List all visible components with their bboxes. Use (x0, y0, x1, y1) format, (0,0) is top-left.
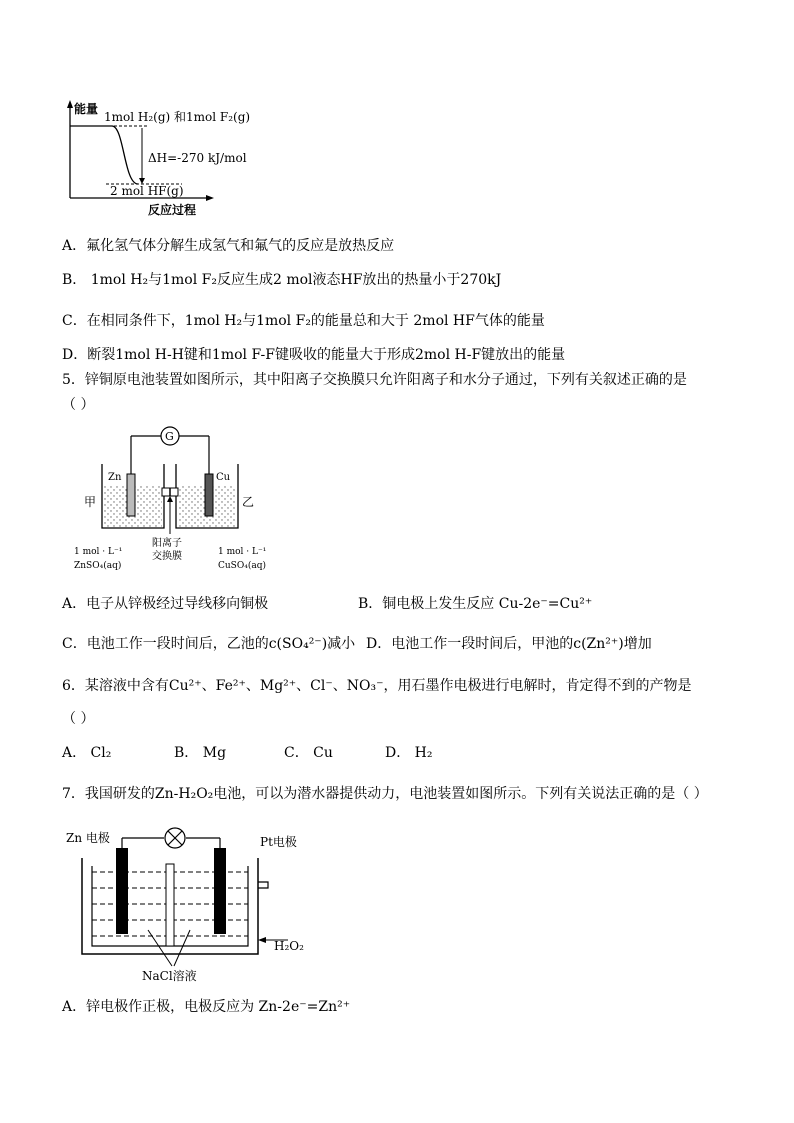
q4-option-b: B． 1mol H₂与1mol F₂反应生成2 mol液态HF放出的热量小于270kJ (62, 272, 502, 288)
q4-option-c: C．在相同条件下，1mol H₂与1mol F₂的能量总和大于 2mol HF气体的能量 (62, 313, 545, 329)
pt-electrode-label: Pt电极 (260, 835, 297, 849)
left-solution: ZnSO₄(aq) (74, 561, 122, 571)
zinc-copper-cell-diagram (70, 422, 290, 578)
q6-option-d: D． H₂ (385, 745, 433, 761)
zn-h2o2-battery-diagram (62, 818, 312, 990)
q6-option-b: B． Mg (174, 745, 227, 761)
delta-h-label: ΔH=-270 kJ/mol (148, 151, 247, 165)
cu-label: Cu (216, 472, 231, 483)
solution-label: NaCl溶液 (142, 969, 197, 983)
membrane-label-1: 阳离子 (152, 538, 182, 549)
right-concentration: 1 mol · L⁻¹ (218, 547, 267, 557)
q7-stem: 7．我国研发的Zn-H₂O₂电池，可以为潜水器提供动力，电池装置如图所示。下列有关说法正确的是（ ） (62, 786, 708, 802)
q5-paren: （ ） (62, 397, 95, 413)
zn-label: Zn (108, 472, 122, 483)
q5-option-a: A．电子从锌极经过导线移向铜极 (62, 596, 269, 612)
q6-option-a: A． Cl₂ (62, 745, 112, 761)
zn-electrode-label: Zn 电极 (66, 831, 110, 845)
q5-option-b: B．铜电极上发生反应 Cu-2e⁻=Cu²⁺ (358, 596, 593, 612)
galvanometer-label: G (165, 430, 174, 443)
energy-diagram (62, 98, 292, 220)
q6-paren: （ ） (62, 711, 95, 727)
q4-option-a: A．氟化氢气体分解生成氢气和氟气的反应是放热反应 (62, 238, 395, 254)
q5-option-d: D．电池工作一段时间后，甲池的c(Zn²⁺)增加 (366, 636, 652, 652)
y-axis-label: 能量 (74, 102, 99, 116)
h2o2-label: H₂O₂ (274, 939, 304, 953)
left-cell-label: 甲 (84, 495, 97, 509)
q5-stem: 5．锌铜原电池装置如图所示，其中阳离子交换膜只允许阳离子和水分子通过，下列有关叙述正确的是 (62, 372, 687, 388)
x-axis-label: 反应过程 (148, 203, 197, 217)
right-solution: CuSO₄(aq) (218, 561, 266, 571)
q7-option-a: A．锌电极作正极，电极反应为 Zn-2e⁻=Zn²⁺ (62, 999, 351, 1015)
q4-option-d: D．断裂1mol H-H键和1mol F-F键吸收的能量大于形成2mol H-F键放出的能量 (62, 347, 566, 363)
q5-option-c: C．电池工作一段时间后，乙池的c(SO₄²⁻)减小 (62, 636, 356, 652)
products-label: 2 mol HF(g) (110, 184, 184, 198)
left-concentration: 1 mol · L⁻¹ (74, 547, 123, 557)
membrane-label-2: 交换膜 (152, 551, 182, 562)
reactants-label: 1mol H₂(g) 和1mol F₂(g) (104, 110, 251, 124)
q6-option-c: C． Cu (284, 745, 333, 761)
right-cell-label: 乙 (242, 495, 255, 509)
q6-stem: 6．某溶液中含有Cu²⁺、Fe²⁺、Mg²⁺、Cl⁻、NO₃⁻，用石墨作电极进行电解时，肯定得不到的产物是 (62, 678, 692, 694)
